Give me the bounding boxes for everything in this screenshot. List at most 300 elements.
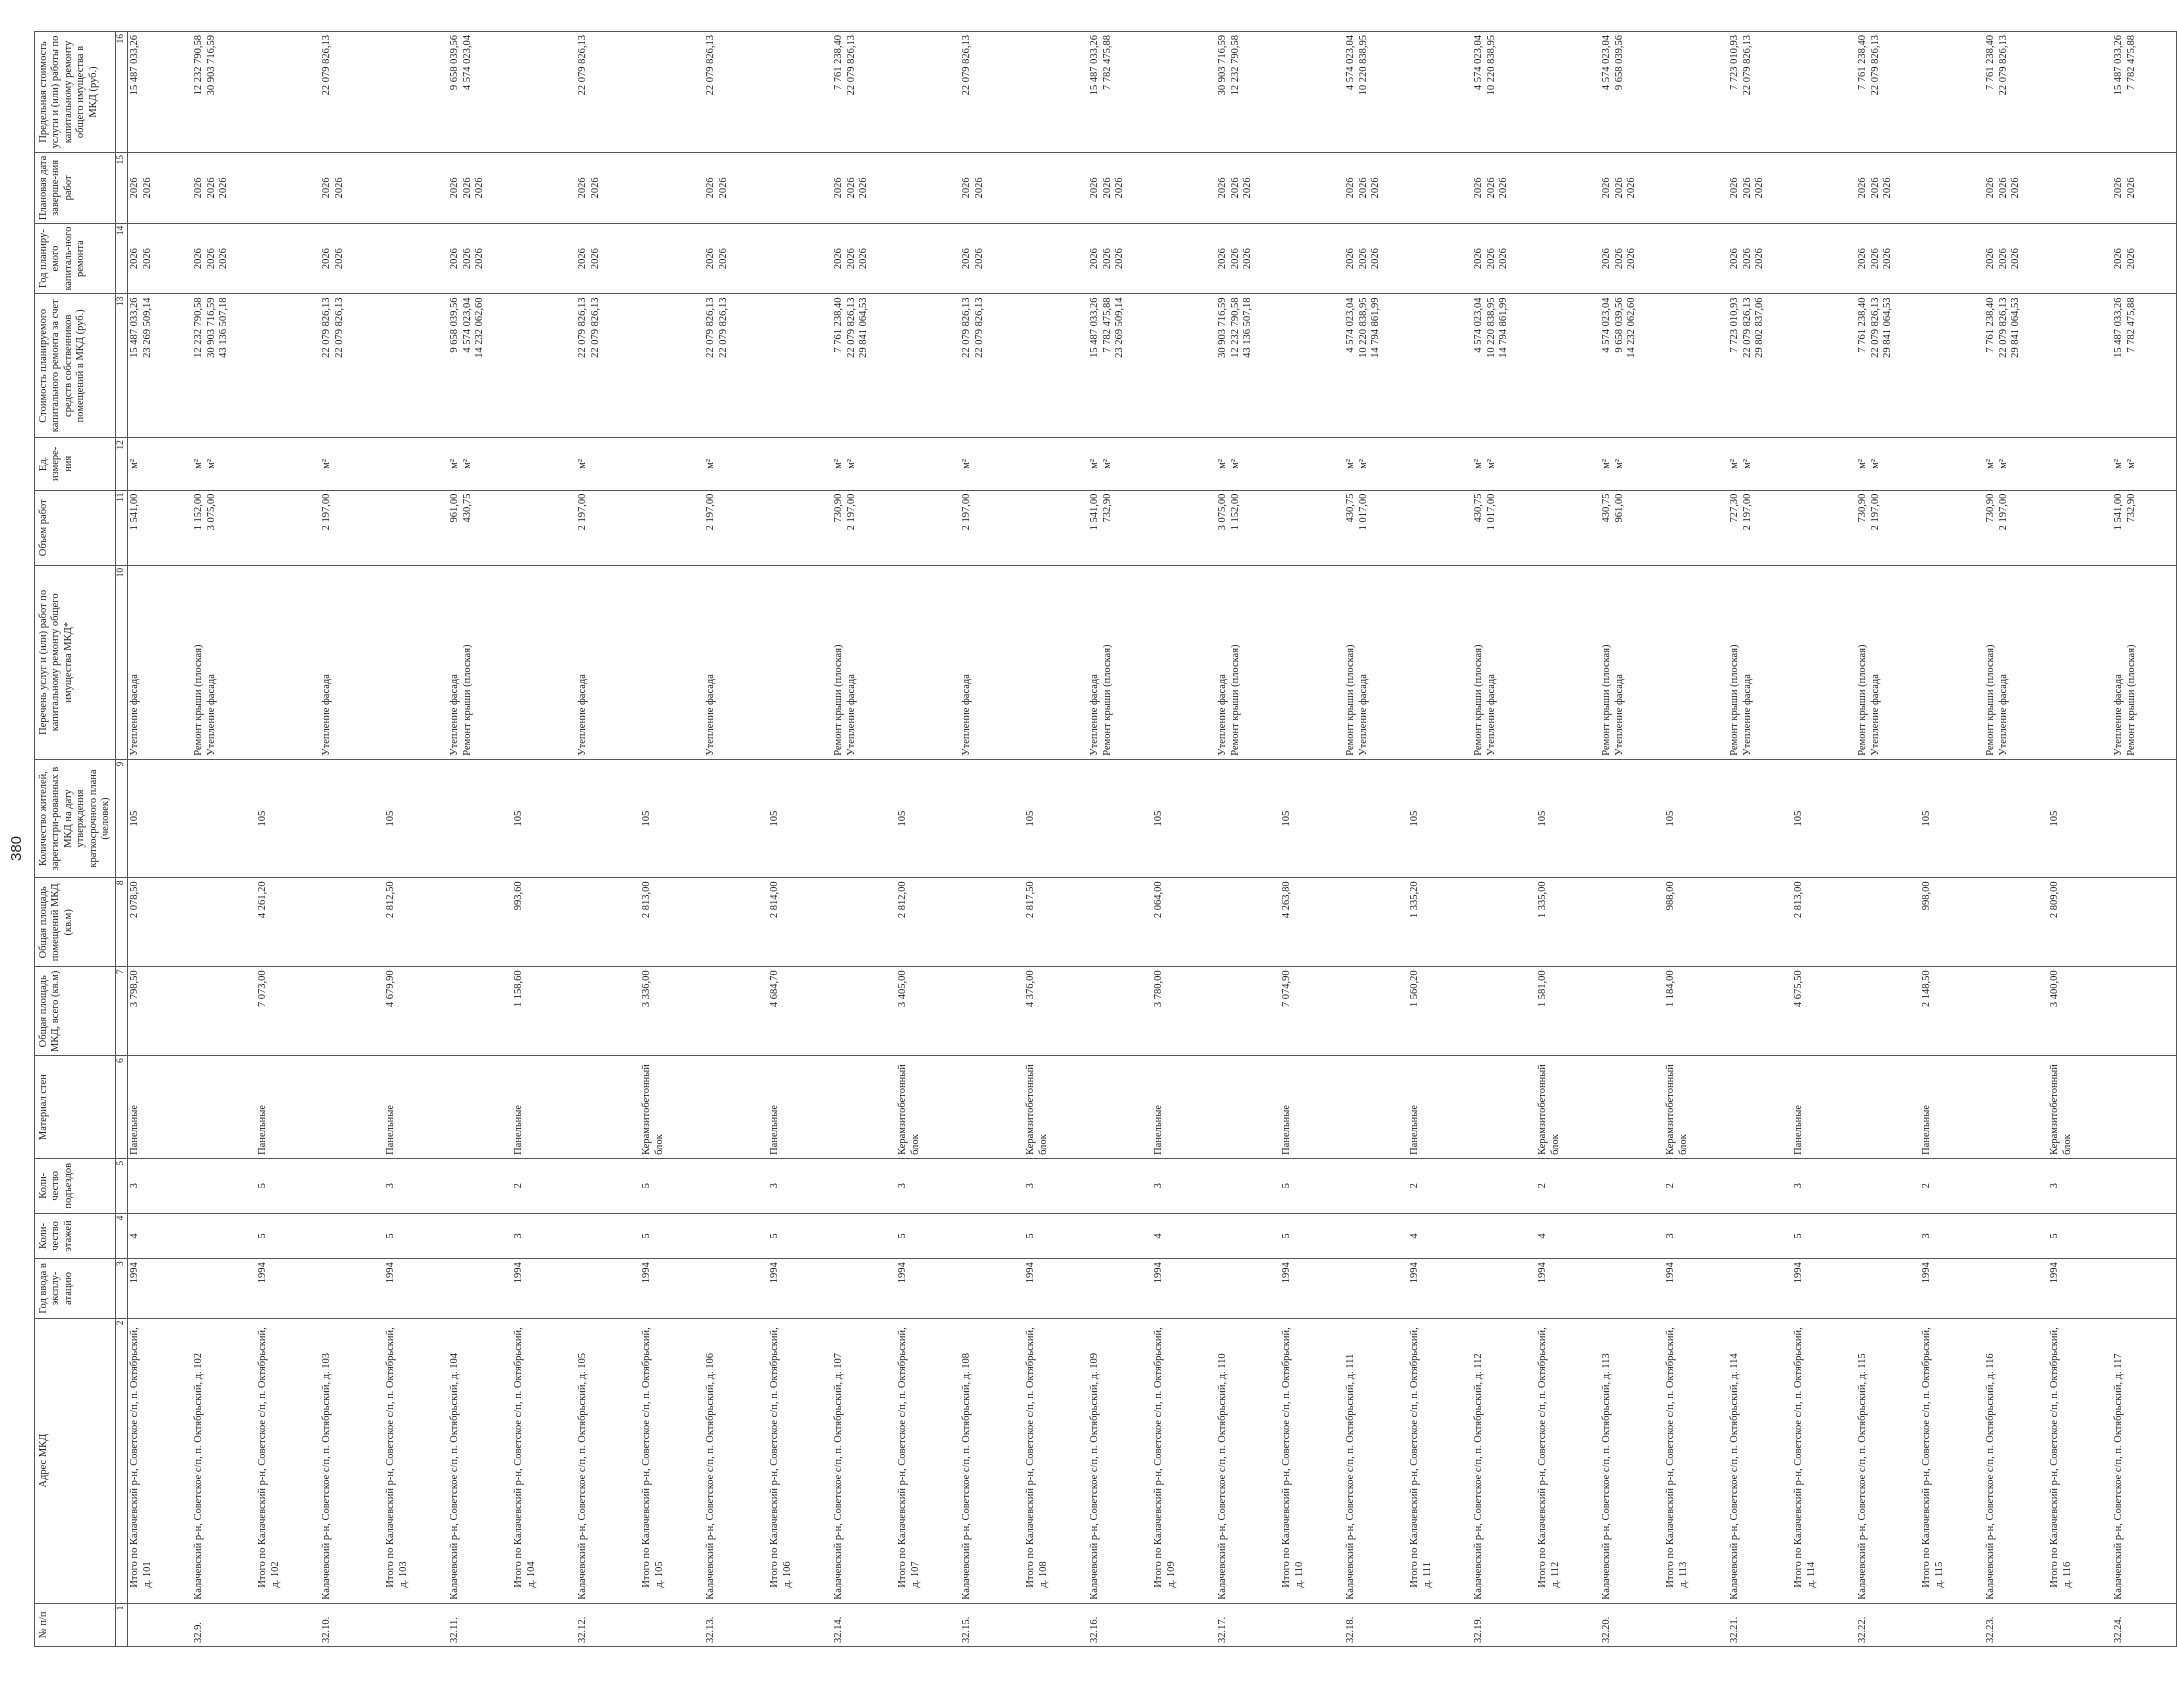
wall-material (1600, 1056, 1664, 1159)
limit-cost-line: 7 782 475,88 (2125, 35, 2137, 91)
address-text: Калачевский р-н, Советское с/п, п. Октябрьский, д. 111 (1345, 1353, 1357, 1600)
commission-year (832, 1259, 896, 1318)
work-volume (2112, 490, 2177, 565)
address-text: Калачевский р-н, Советское с/п, п. Октябрьский, д. 105 (577, 1352, 589, 1600)
entrance-count: 3 (2048, 1158, 2112, 1213)
completion-year-line: 2026 (1985, 177, 1997, 199)
work-volume (1728, 490, 1792, 565)
table-row (448, 32, 512, 1647)
address-cell (832, 1318, 896, 1603)
unit-of-measure-line: м² (705, 458, 717, 469)
repair-year-line: 2026 (1101, 248, 1113, 270)
repair-cost-line: 22 079 826,13 (845, 297, 857, 358)
repair-year-line: 2026 (833, 248, 845, 270)
work-list (704, 565, 768, 759)
resident-count: 105 (640, 759, 704, 878)
resident-count: 105 (896, 759, 960, 878)
unit-of-measure-line: м² (129, 458, 141, 469)
repair-cost-line: 12 232 790,58 (193, 297, 205, 358)
address-text: Итого по Калачевский р-н, Советское с/п, п. Октябрьский, д. 112 (1537, 1327, 1561, 1588)
wall-material (320, 1056, 384, 1159)
table-row (896, 32, 960, 1647)
total-area (1088, 967, 1152, 1056)
work-list (960, 565, 1024, 759)
repair-cost (704, 294, 768, 438)
repair-cost-line: 4 574 023,04 (1473, 297, 1485, 353)
limit-cost-line: 22 079 826,13 (705, 35, 717, 96)
commission-year: 1994 (768, 1259, 832, 1318)
table-row (768, 32, 832, 1647)
total-area: 1 158,60 (512, 967, 576, 1056)
address-cell (1728, 1318, 1792, 1603)
repair-cost (320, 294, 384, 438)
unit-of-measure (1280, 438, 1344, 490)
commission-year (1344, 1259, 1408, 1318)
table-row (640, 32, 704, 1647)
work-volume (1792, 490, 1856, 565)
repair-cost (1536, 294, 1600, 438)
limit-cost (320, 32, 384, 153)
limit-cost-line: 4 574 023,04 (1601, 35, 1613, 91)
row-number (128, 1603, 193, 1646)
resident-count: 105 (1664, 759, 1728, 878)
repair-cost-line: 4 574 023,04 (1345, 297, 1357, 353)
table-row (832, 32, 896, 1647)
column-number: 4 (116, 1213, 128, 1259)
resident-count (1728, 759, 1792, 878)
repair-cost-line: 29 841 064,53 (858, 297, 870, 358)
floor-count (1472, 1213, 1536, 1259)
unit-of-measure-line: м² (1229, 458, 1241, 469)
floor-count: 3 (1664, 1213, 1728, 1259)
completion-year-line: 2026 (1370, 177, 1382, 199)
unit-of-measure-line: м² (193, 458, 205, 469)
work-list (448, 565, 512, 759)
row-number: 32.15. (960, 1603, 1024, 1646)
unit-of-measure (896, 438, 960, 490)
unit-of-measure (256, 438, 320, 490)
column-number: 15 (116, 153, 128, 224)
repair-year (960, 223, 1024, 294)
work-list (1664, 565, 1728, 759)
work-list-line: Утепление фасада (1217, 674, 1229, 756)
repair-cost-line: 29 802 837,06 (1754, 297, 1766, 358)
work-volume (768, 490, 832, 565)
repair-year-line: 2026 (1985, 248, 1997, 270)
repair-year-line: 2026 (1485, 248, 1497, 270)
total-area: 1 560,20 (1408, 967, 1472, 1056)
address-text: Итого по Калачевский р-н, Советское с/п, п. Октябрьский, д. 109 (1153, 1327, 1177, 1588)
total-area: 7 073,00 (256, 967, 320, 1056)
repair-year (640, 223, 704, 294)
wall-material: Керамзитобетонный блок (1664, 1056, 1728, 1159)
limit-cost (1856, 32, 1920, 153)
resident-count: 105 (1792, 759, 1856, 878)
work-volume (320, 490, 384, 565)
repair-year-line: 2026 (2113, 248, 2125, 270)
row-number: 32.24. (2112, 1603, 2177, 1646)
table-row (1472, 32, 1536, 1647)
row-number: 32.9. (192, 1603, 256, 1646)
completion-year (1216, 153, 1280, 224)
total-area (320, 967, 384, 1056)
work-list (1920, 565, 1984, 759)
unit-of-measure (2048, 438, 2112, 490)
floor-count (960, 1213, 1024, 1259)
completion-year (1280, 153, 1344, 224)
work-volume (704, 490, 768, 565)
repair-cost-line: 12 232 790,58 (1229, 297, 1241, 358)
repair-year-line: 2026 (1370, 248, 1382, 270)
resident-count (1344, 759, 1408, 878)
resident-count (1472, 759, 1536, 878)
limit-cost-line: 30 903 716,59 (205, 35, 217, 96)
unit-of-measure-line: м² (1089, 458, 1101, 469)
rooms-area: 998,00 (1920, 878, 1984, 967)
work-volume (1088, 490, 1152, 565)
repair-year-line: 2026 (1498, 248, 1510, 270)
work-list (2112, 565, 2177, 759)
floor-count: 5 (640, 1213, 704, 1259)
total-area (576, 967, 640, 1056)
repair-cost (2112, 294, 2177, 438)
repair-year (1280, 223, 1344, 294)
unit-of-measure (192, 438, 256, 490)
address-cell (256, 1318, 320, 1603)
unit-of-measure-line: м² (2113, 458, 2125, 469)
repair-cost (1024, 294, 1088, 438)
resident-count: 105 (1536, 759, 1600, 878)
completion-year (1856, 153, 1920, 224)
repair-cost (192, 294, 256, 438)
limit-cost-line: 7 761 238,40 (833, 35, 845, 91)
limit-cost-line: 22 079 826,13 (321, 35, 333, 96)
repair-cost-line: 7 761 238,40 (833, 297, 845, 353)
repair-year-line: 2026 (845, 248, 857, 270)
completion-year-line: 2026 (2010, 177, 2022, 199)
repair-cost (1152, 294, 1216, 438)
unit-of-measure-line: м² (833, 458, 845, 469)
repair-year-line: 2026 (1473, 248, 1485, 270)
unit-of-measure (512, 438, 576, 490)
limit-cost (1472, 32, 1536, 153)
completion-year-line: 2026 (1217, 177, 1229, 199)
repair-year (1856, 223, 1920, 294)
limit-cost (1344, 32, 1408, 153)
unit-of-measure (320, 438, 384, 490)
work-list-line: Ремонт крыши (плоская) (1229, 644, 1241, 756)
column-number: 14 (116, 223, 128, 294)
repair-cost-line: 22 079 826,13 (321, 297, 333, 358)
repair-year-line: 2026 (577, 248, 589, 270)
repair-year-line: 2026 (1626, 248, 1638, 270)
completion-year-line: 2026 (577, 177, 589, 199)
address-cell (704, 1318, 768, 1603)
table-row (1984, 32, 2048, 1647)
work-volume-line: 2 197,00 (1997, 493, 2009, 531)
limit-cost-line: 15 487 033,26 (129, 35, 141, 96)
repair-year (1024, 223, 1088, 294)
address-cell (320, 1318, 384, 1603)
limit-cost (1728, 32, 1792, 153)
completion-year-line: 2026 (461, 177, 473, 199)
table-row (192, 32, 256, 1647)
work-list (768, 565, 832, 759)
unit-of-measure-line: м² (1357, 458, 1369, 469)
address-text: Калачевский р-н, Советское с/п, п. Октябрьский, д. 104 (449, 1352, 461, 1600)
wall-material: Панельные (1920, 1056, 1984, 1159)
address-text: Итого по Калачевский р-н, Советское с/п, п. Октябрьский, д. 115 (1921, 1327, 1945, 1588)
address-text: Калачевский р-н, Советское с/п, п. Октябрьский, д. 109 (1089, 1352, 1101, 1600)
address-text: Итого по Калачевский р-н, Советское с/п, п. Октябрьский, д. 101 (129, 1327, 153, 1588)
rooms-area: 988,00 (1664, 878, 1728, 967)
entrance-count: 3 (1792, 1158, 1856, 1213)
table-row (256, 32, 320, 1647)
work-list-line: Утепление фасада (1613, 674, 1625, 756)
work-volume-line: 1 152,00 (193, 493, 205, 531)
limit-cost (1536, 32, 1600, 153)
work-volume-line: 2 197,00 (845, 493, 857, 531)
work-volume (512, 490, 576, 565)
work-volume-line: 730,90 (1985, 493, 1997, 523)
wall-material: Панельные (1152, 1056, 1216, 1159)
work-list (1536, 565, 1600, 759)
repair-cost-line: 7 782 475,88 (2125, 297, 2137, 353)
limit-cost (960, 32, 1024, 153)
resident-count (1984, 759, 2048, 878)
unit-of-measure (1152, 438, 1216, 490)
resident-count: 105 (384, 759, 448, 878)
work-volume (256, 490, 320, 565)
address-text: Калачевский р-н, Советское с/п, п. Октябрьский, д. 117 (2113, 1353, 2125, 1600)
column-number: 5 (116, 1158, 128, 1213)
unit-of-measure-line: м² (1485, 458, 1497, 469)
floor-count: 5 (1024, 1213, 1088, 1259)
work-list (1792, 565, 1856, 759)
repair-year (2112, 223, 2177, 294)
address-text: Итого по Калачевский р-н, Советское с/п, п. Октябрьский, д. 102 (257, 1327, 281, 1588)
work-list (896, 565, 960, 759)
completion-year-line: 2026 (1101, 177, 1113, 199)
limit-cost-line: 22 079 826,13 (1869, 35, 1881, 96)
repair-cost (640, 294, 704, 438)
address-text: Калачевский р-н, Советское с/п, п. Октябрьский, д. 116 (1985, 1353, 1997, 1600)
repair-cost-line: 9 658 039,56 (449, 297, 461, 353)
unit-of-measure (384, 438, 448, 490)
unit-of-measure (1856, 438, 1920, 490)
repair-cost-line: 22 079 826,13 (577, 297, 589, 358)
completion-year-line: 2026 (845, 177, 857, 199)
commission-year: 1994 (256, 1259, 320, 1318)
repair-cost-line: 22 079 826,13 (1869, 297, 1881, 358)
limit-cost-line: 7 761 238,40 (1857, 35, 1869, 91)
floor-count (1088, 1213, 1152, 1259)
rooms-area (320, 878, 384, 967)
address-cell (640, 1318, 704, 1603)
resident-count: 105 (2048, 759, 2112, 878)
floor-count (448, 1213, 512, 1259)
work-list (128, 565, 193, 759)
entrance-count (448, 1158, 512, 1213)
rooms-area (448, 878, 512, 967)
wall-material (1088, 1056, 1152, 1159)
repair-plan-table (34, 31, 2177, 1647)
resident-count: 105 (1152, 759, 1216, 878)
floor-count (1728, 1213, 1792, 1259)
floor-count: 5 (768, 1213, 832, 1259)
work-list (1088, 565, 1152, 759)
unit-of-measure-line: м² (205, 458, 217, 469)
repair-cost-line: 22 079 826,13 (1741, 297, 1753, 358)
completion-year-line: 2026 (1114, 177, 1126, 199)
work-list-line: Утепление фасада (845, 674, 857, 756)
work-list (1984, 565, 2048, 759)
repair-cost-line: 4 574 023,04 (1601, 297, 1613, 353)
rooms-area (2112, 878, 2177, 967)
limit-cost (1984, 32, 2048, 153)
work-list (1600, 565, 1664, 759)
address-cell (512, 1318, 576, 1603)
limit-cost-line: 9 658 039,56 (449, 35, 461, 91)
floor-count: 4 (1408, 1213, 1472, 1259)
completion-year-line: 2026 (1473, 177, 1485, 199)
work-list-line: Ремонт крыши (плоская) (2125, 644, 2137, 756)
commission-year (960, 1259, 1024, 1318)
repair-cost-line: 7 761 238,40 (1985, 297, 1997, 353)
resident-count (2112, 759, 2177, 878)
repair-cost-line: 7 782 475,88 (1101, 297, 1113, 353)
table-row (960, 32, 1024, 1647)
rooms-area: 1 335,00 (1536, 878, 1600, 967)
floor-count (1216, 1213, 1280, 1259)
completion-year-line: 2026 (1997, 177, 2009, 199)
work-list-line: Утепление фасада (1089, 674, 1101, 756)
entrance-count (1088, 1158, 1152, 1213)
row-number: 32.10. (320, 1603, 384, 1646)
work-volume-line: 3 075,00 (205, 493, 217, 531)
address-text: Калачевский р-н, Советское с/п, п. Октябрьский, д. 115 (1857, 1353, 1869, 1600)
wall-material (2112, 1056, 2177, 1159)
limit-cost-line: 30 903 716,59 (1217, 35, 1229, 96)
total-area: 1 581,00 (1536, 967, 1600, 1056)
work-volume (384, 490, 448, 565)
column-number: 6 (116, 1056, 128, 1159)
completion-year (1024, 153, 1088, 224)
repair-year-line: 2026 (1114, 248, 1126, 270)
repair-year-line: 2026 (1882, 248, 1894, 270)
resident-count (960, 759, 1024, 878)
wall-material (832, 1056, 896, 1159)
repair-year (320, 223, 384, 294)
work-list-line: Утепление фасада (961, 674, 973, 756)
total-area: 7 074,90 (1280, 967, 1344, 1056)
completion-year-line: 2026 (474, 177, 486, 199)
completion-year (1600, 153, 1664, 224)
work-list-line: Ремонт крыши (плоская) (193, 644, 205, 756)
wall-material (448, 1056, 512, 1159)
limit-cost-line: 10 220 838,95 (1357, 35, 1369, 96)
commission-year: 1994 (1792, 1259, 1856, 1318)
work-list-line: Утепление фасада (449, 674, 461, 756)
wall-material: Панельные (1280, 1056, 1344, 1159)
floor-count: 5 (384, 1213, 448, 1259)
repair-cost (384, 294, 448, 438)
total-area (1984, 967, 2048, 1056)
table-row (128, 32, 193, 1647)
repair-cost (1856, 294, 1920, 438)
repair-cost-line: 22 079 826,13 (333, 297, 345, 358)
limit-cost (704, 32, 768, 153)
work-list-line: Утепление фасада (1997, 674, 2009, 756)
repair-cost (1984, 294, 2048, 438)
repair-year-line: 2026 (129, 248, 141, 270)
repair-year-line: 2026 (1869, 248, 1881, 270)
total-area: 3 798,50 (128, 967, 193, 1056)
work-volume (1408, 490, 1472, 565)
repair-cost (256, 294, 320, 438)
commission-year: 1994 (128, 1259, 193, 1318)
repair-year-line: 2026 (1242, 248, 1254, 270)
total-area (1472, 967, 1536, 1056)
address-cell (1024, 1318, 1088, 1603)
repair-cost-line: 23 269 509,14 (141, 297, 153, 358)
column-header: Адрес МКД (35, 1318, 116, 1603)
total-area: 3 336,00 (640, 967, 704, 1056)
limit-cost (1600, 32, 1664, 153)
work-list-line: Утепление фасада (1741, 674, 1753, 756)
address-text: Итого по Калачевский р-н, Советское с/п, п. Октябрьский, д. 105 (641, 1327, 665, 1588)
limit-cost (256, 32, 320, 153)
total-area: 3 400,00 (2048, 967, 2112, 1056)
completion-year-line: 2026 (2113, 177, 2125, 199)
wall-material (576, 1056, 640, 1159)
row-number: 32.12. (576, 1603, 640, 1646)
unit-of-measure-line: м² (461, 458, 473, 469)
work-volume-line: 730,90 (833, 493, 845, 523)
row-number (1792, 1603, 1856, 1646)
work-list-line: Утепление фасада (1485, 674, 1497, 756)
repair-year-line: 2026 (474, 248, 486, 270)
completion-year (1920, 153, 1984, 224)
row-number: 32.19. (1472, 1603, 1536, 1646)
repair-cost (576, 294, 640, 438)
unit-of-measure (1344, 438, 1408, 490)
table-row (1536, 32, 1600, 1647)
work-list-line: Утепление фасада (2113, 674, 2125, 756)
wall-material (1984, 1056, 2048, 1159)
table-row (1920, 32, 1984, 1647)
limit-cost-line: 4 574 023,04 (1345, 35, 1357, 91)
limit-cost (832, 32, 896, 153)
unit-of-measure (1088, 438, 1152, 490)
rooms-area: 2 814,00 (768, 878, 832, 967)
entrance-count: 5 (256, 1158, 320, 1213)
completion-year-line: 2026 (833, 177, 845, 199)
completion-year-line: 2026 (1089, 177, 1101, 199)
limit-cost (448, 32, 512, 153)
repair-cost-line: 10 220 838,95 (1357, 297, 1369, 358)
completion-year (1984, 153, 2048, 224)
limit-cost (1664, 32, 1728, 153)
column-number: 3 (116, 1259, 128, 1318)
resident-count (1088, 759, 1152, 878)
repair-year-line: 2026 (1345, 248, 1357, 270)
column-number: 10 (116, 565, 128, 759)
completion-year (1728, 153, 1792, 224)
repair-cost-line: 29 841 064,53 (2010, 297, 2022, 358)
work-list-line: Ремонт крыши (плоская) (1729, 644, 1741, 756)
limit-cost-line: 7 723 010,93 (1729, 35, 1741, 91)
